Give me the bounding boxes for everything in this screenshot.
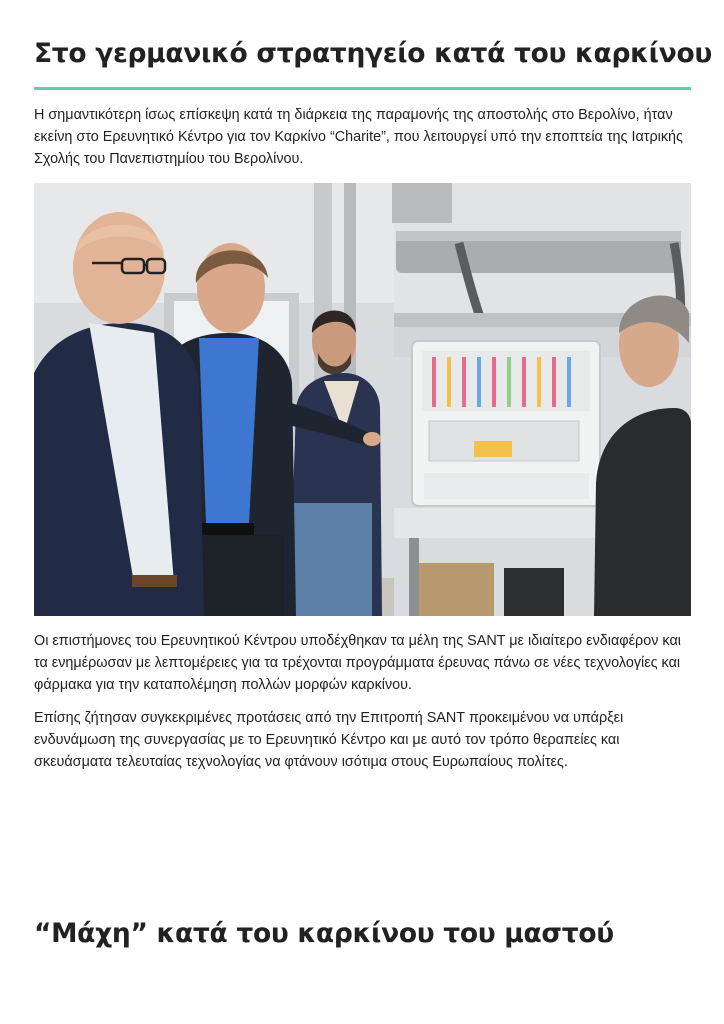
article-title: Στο γερμανικό στρατηγείο κατά του καρκίνου	[34, 38, 712, 69]
next-article-title: “Μάχη” κατά του καρκίνου του μαστού	[34, 918, 614, 949]
intro-paragraph: Η σημαντικότερη ίσως επίσκεψη κατά τη διάρκεια της παραμονής της αποστολής στο Βερολίνο, ήταν εκείνη στο Ερευνητικό Κέντρο για τον Καρκίνο “Charite”, που λειτουργεί υπό την εποπτεία της Ιατρικής Σχολής του Πανεπιστημίου του Βερολίνου.	[34, 107, 683, 167]
lab-visit-photo	[34, 183, 691, 616]
article-page	[34, 0, 712, 949]
title-divider	[34, 87, 691, 90]
body-paragraph-1: Οι επιστήμονες του Ερευνητικού Κέντρου υποδέχθηκαν τα μέλη της SANT με ιδιαίτερο ενδιαφέρον και τα ενημέρωσαν με λεπτομέρειες για τα τρέχονται προγράμματα έρευνας πάνω σε νέες τεχνολογίες και φάρμακα για την καταπολέμηση πολλών μορφών καρκίνου.	[34, 633, 681, 693]
body-paragraph-2: Επίσης ζήτησαν συγκεκριμένες προτάσεις από την Επιτροπή SANT προκειμένου να υπάρξει ενδυνάμωση της συνεργασίας με το Ερευνητικό Κέντρο και με αυτό τον τρόπο θεραπείες και σκευάσματα τελευταίας τεχνολογίας να φτάνουν ισότιμα στους Ευρωπαίους πολίτες.	[34, 710, 624, 770]
